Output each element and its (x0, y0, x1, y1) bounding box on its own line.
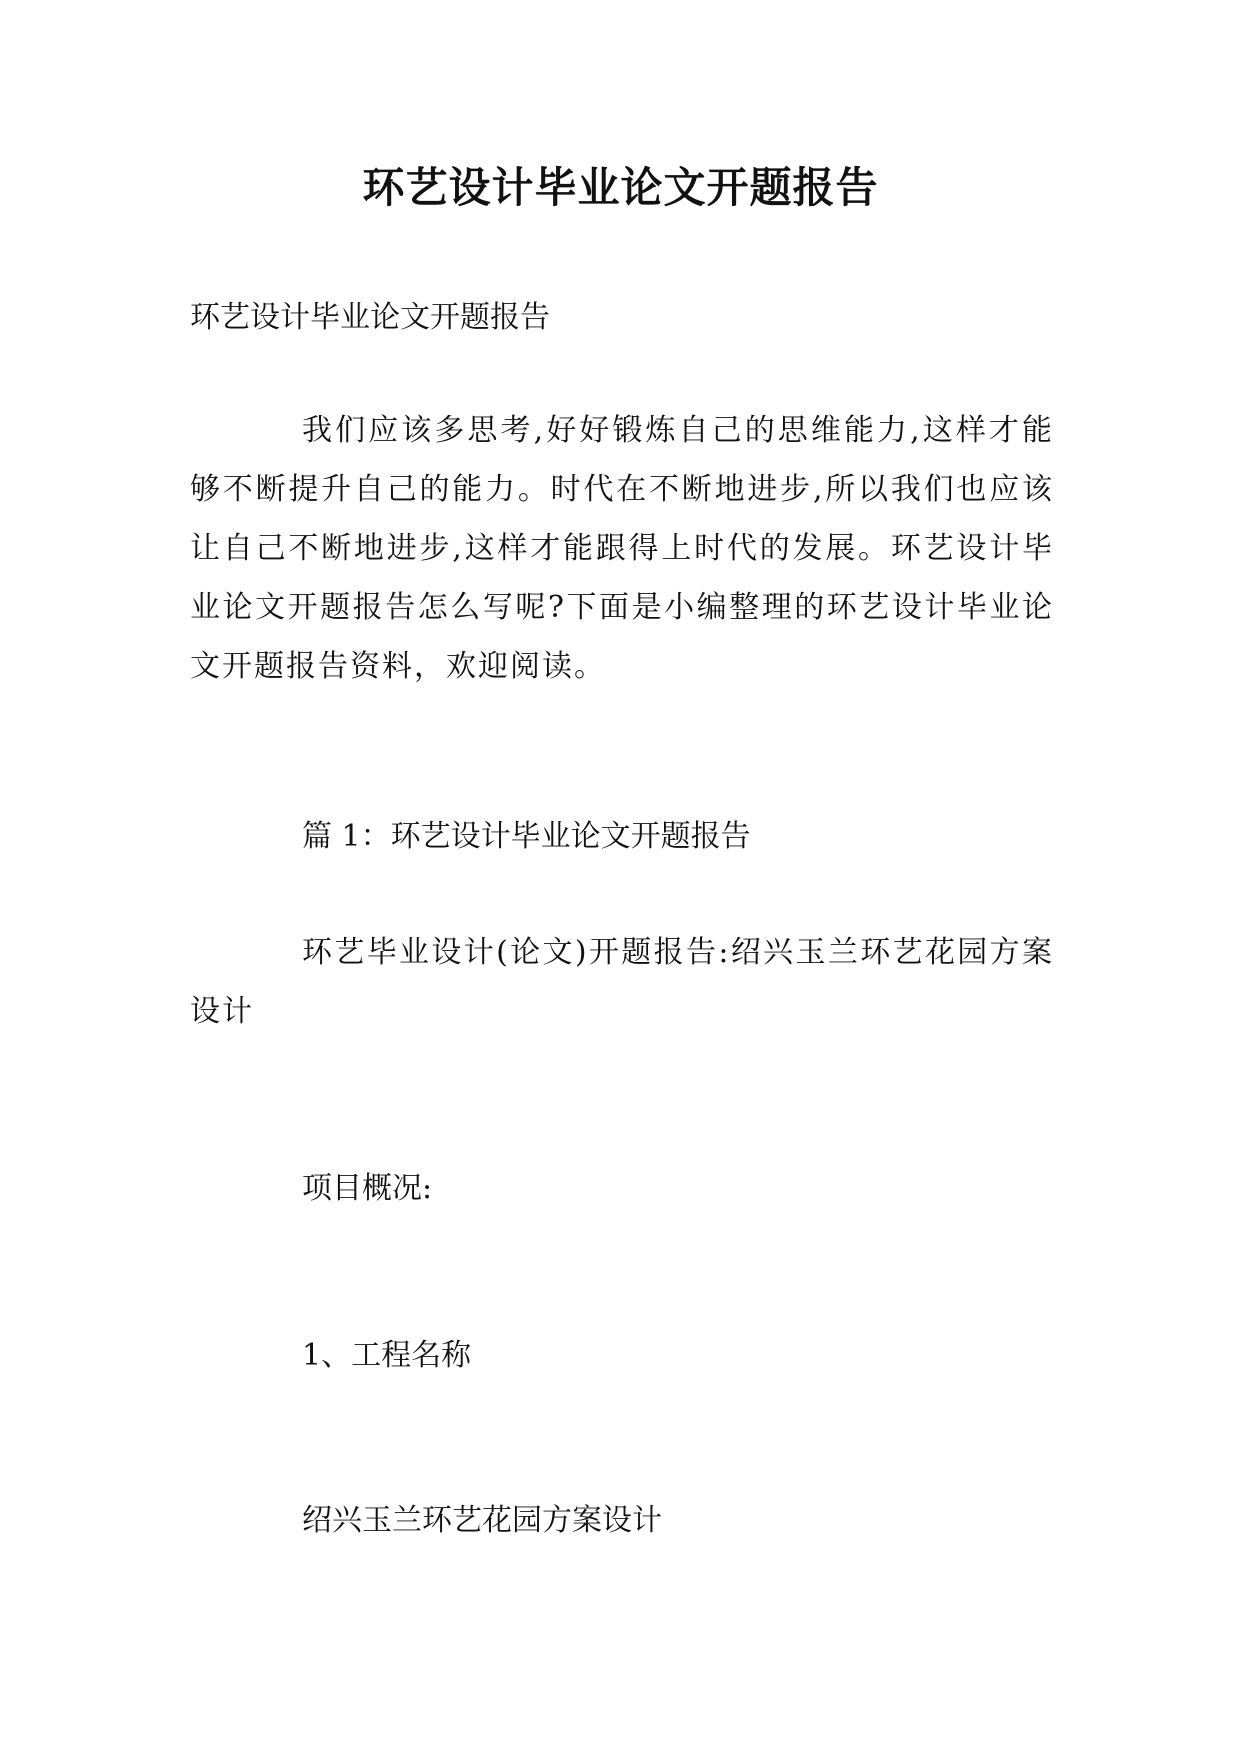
document-title: 环艺设计毕业论文开题报告 (362, 163, 879, 212)
intro-paragraph: 我们应该多思考,好好锻炼自己的思维能力,这样才能够不断提升自己的能力。时代在不断地进步,所以我们也应该让自己不断地进步,这样才能跟得上时代的发展。环艺设计毕业论文开题报告怎么写呢?下面是小编整理的环艺设计毕业论文开题报告资料，欢迎阅读。 (190, 413, 1054, 684)
report-title-paragraph: 环艺毕业设计(论文)开题报告:绍兴玉兰环艺花园方案设计 (190, 935, 1054, 1029)
overview-label: 项目概况: (302, 1171, 433, 1206)
section-heading: 篇 1：环艺设计毕业论文开题报告 (302, 819, 751, 854)
document-subtitle: 环艺设计毕业论文开题报告 (190, 300, 550, 335)
item1-value: 绍兴玉兰环艺花园方案设计 (302, 1503, 662, 1538)
item1-label: 1、工程名称 (302, 1338, 472, 1373)
